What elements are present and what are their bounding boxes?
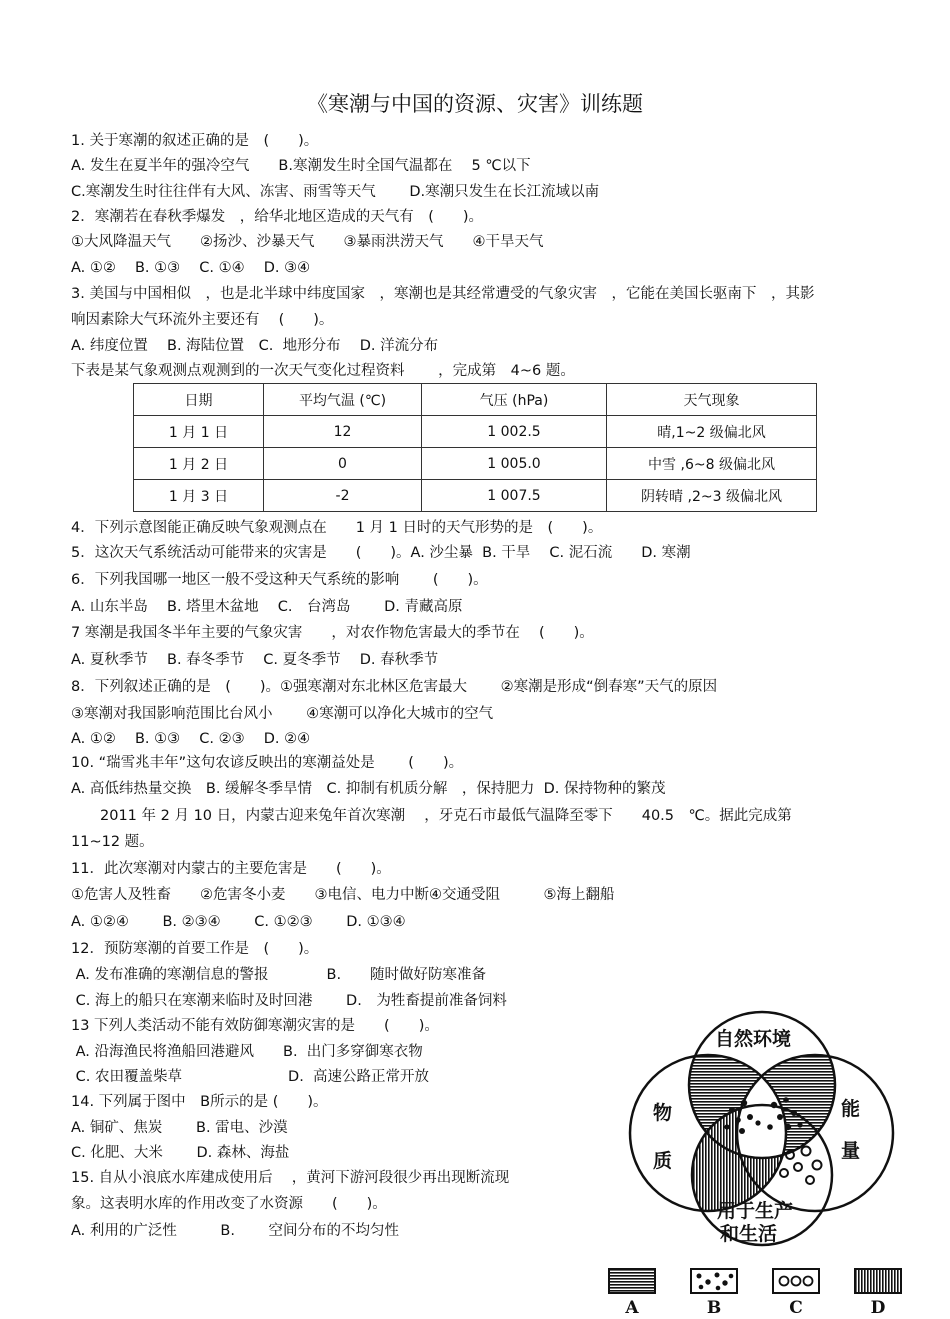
- question-line: 象。这表明水库的作用改变了水资源 ( )。: [71, 1196, 387, 1212]
- legend-label-b: B: [706, 1298, 722, 1316]
- question-line: 2．寒潮若在春秋季爆发 ，给华北地区造成的天气有 ( )。: [71, 209, 484, 225]
- question-line: ①危害人及牲畜 ②危害冬小麦 ③电信、电力中断④交通受阻 ⑤海上翻船: [71, 887, 615, 903]
- question-line: A. 高低纬热量交换 B. 缓解冬季旱情 C. 抑制有机质分解 ，保持肥力 D. 保持物种的繁茂: [71, 781, 666, 797]
- question-line: A. ①②④ B. ②③④ C. ①②③ D. ①③④: [71, 914, 406, 930]
- label-right2: 量: [841, 1140, 861, 1162]
- legend-swatch-b: [691, 1269, 737, 1293]
- question-line: 8．下列叙述正确的是 ( )。①强寒潮对东北林区危害最大 ②寒潮是形成“倒春寒”天气的原因: [71, 679, 718, 695]
- question-line: 14. 下列属于图中 B所示的是 ( )。: [71, 1094, 328, 1110]
- diagram-legend: [603, 1266, 903, 1316]
- table-cell: 晴,1~2 级偏北风: [607, 416, 817, 448]
- legend-swatch-d: [855, 1269, 901, 1293]
- question-line: A. 沿海渔民将渔船回港避风 B. 出门多穿御寒衣物: [71, 1044, 423, 1060]
- table-cell: 1 月 2 日: [134, 448, 264, 480]
- table-header: 日期: [134, 384, 264, 416]
- table-row: [134, 416, 817, 448]
- table-header: 气压 (hPa): [422, 384, 607, 416]
- question-line: A. 利用的广泛性 B. 空间分布的不均匀性: [71, 1223, 400, 1239]
- label-bottom1: 用于生产: [717, 1200, 794, 1222]
- question-line: 13 下列人类活动不能有效防御寒潮灾害的是 ( )。: [71, 1018, 439, 1034]
- table-header-row: [134, 384, 817, 416]
- page-title: 《寒潮与中国的资源、灾害》训练题: [307, 92, 643, 116]
- legend-swatch-c: [773, 1269, 819, 1293]
- question-line: A. 夏秋季节 B. 春冬季节 C. 夏冬季节 D. 春秋季节: [71, 652, 439, 668]
- question-line: 1. 关于寒潮的叙述正确的是 ( )。: [71, 133, 319, 149]
- question-line: C. 化肥、大米 D. 森林、海盐: [71, 1145, 290, 1161]
- label-right1: 能: [841, 1098, 861, 1120]
- question-line: ③寒潮对我国影响范围比台风小 ④寒潮可以净化大城市的空气: [71, 706, 494, 722]
- table-header: 天气现象: [607, 384, 817, 416]
- question-line: 12．预防寒潮的首要工作是 ( )。: [71, 941, 319, 957]
- question-line: C. 海上的船只在寒潮来临时及时回港 D. 为牲畜提前准备饲料: [71, 993, 507, 1009]
- legend-label-d: D: [870, 1298, 886, 1316]
- table-row: [134, 480, 817, 512]
- table-header: 平均气温 (℃): [264, 384, 422, 416]
- question-line: 2011 年 2 月 10 日，内蒙古迎来兔年首次寒潮 ，牙克石市最低气温降至零下 40.5 ℃。据此完成第: [71, 808, 792, 824]
- region-c-circles: [780, 1147, 822, 1185]
- venn-diagram: [612, 1005, 912, 1255]
- question-line: 4．下列示意图能正确反映气象观测点在 1 月 1 日时的天气形势的是 ( )。: [71, 520, 603, 536]
- question-line: 5．这次天气系统活动可能带来的灾害是 ( )。A. 沙尘暴 B. 干旱 C. 泥石流 D. 寒潮: [71, 545, 691, 561]
- question-line: 15. 自从小浪底水库建成使用后 ，黄河下游河段很少再出现断流现: [71, 1170, 510, 1186]
- table-cell: 1 月 1 日: [134, 416, 264, 448]
- question-line: 6．下列我国哪一地区一般不受这种天气系统的影响 ( )。: [71, 572, 488, 588]
- label-left1: 物: [653, 1102, 673, 1124]
- table-cell: -2: [264, 480, 422, 512]
- legend-swatch-a: [609, 1269, 655, 1293]
- question-line: 11~12 题。: [71, 834, 154, 850]
- question-line: A. 山东半岛 B. 塔里木盆地 C. 台湾岛 D. 青藏高原: [71, 599, 463, 615]
- question-line: 10. “瑞雪兆丰年”这句农谚反映出的寒潮益处是 ( )。: [71, 755, 464, 771]
- question-line: A. ①② B. ①③ C. ①④ D. ③④: [71, 260, 311, 276]
- table-cell: 0: [264, 448, 422, 480]
- question-line: A. ①② B. ①③ C. ②③ D. ②④: [71, 731, 311, 747]
- table-cell: 1 007.5: [422, 480, 607, 512]
- question-line: C.寒潮发生时往往伴有大风、冻害、雨雪等天气 D.寒潮只发生在长江流域以南: [71, 184, 600, 200]
- table-row: [134, 448, 817, 480]
- question-line: C. 农田覆盖柴草 D. 高速公路正常开放: [71, 1069, 430, 1085]
- table-cell: 12: [264, 416, 422, 448]
- label-top: 自然环境: [715, 1028, 792, 1050]
- question-line: 下表是某气象观测点观测到的一次天气变化过程资料 ，完成第 4~6 题。: [71, 363, 575, 379]
- table-cell: 1 002.5: [422, 416, 607, 448]
- table-cell: 1 005.0: [422, 448, 607, 480]
- legend-label-c: C: [789, 1298, 803, 1316]
- question-line: ①大风降温天气 ②扬沙、沙暴天气 ③暴雨洪涝天气 ④干旱天气: [71, 234, 544, 250]
- table-cell: 1 月 3 日: [134, 480, 264, 512]
- question-line: 3. 美国与中国相似 ，也是北半球中纬度国家 ，寒潮也是其经常遭受的气象灾害 ，它能在美国长驱南下 ，其影: [71, 286, 815, 302]
- table-cell: 中雪 ,6~8 级偏北风: [607, 448, 817, 480]
- label-bottom2: 和生活: [720, 1223, 778, 1245]
- question-line: A. 发生在夏半年的强冷空气 B.寒潮发生时全国气温都在 5 ℃以下: [71, 158, 531, 174]
- question-line: 11．此次寒潮对内蒙古的主要危害是 ( )。: [71, 861, 391, 877]
- question-line: 响因素除大气环流外主要还有 ( )。: [71, 312, 334, 328]
- question-line: A. 纬度位置 B. 海陆位置 C. 地形分布 D. 洋流分布: [71, 338, 439, 354]
- question-line: 7 寒潮是我国冬半年主要的气象灾害 ，对农作物危害最大的季节在 ( )。: [71, 625, 594, 641]
- legend-label-a: A: [625, 1298, 639, 1316]
- question-line: A. 铜矿、焦炭 B. 雷电、沙漠: [71, 1120, 288, 1136]
- table-cell: 阴转晴 ,2~3 级偏北风: [607, 480, 817, 512]
- label-left2: 质: [653, 1150, 673, 1172]
- weather-observation-table: [133, 383, 817, 512]
- question-line: A. 发布准确的寒潮信息的警报 B. 随时做好防寒准备: [71, 967, 487, 983]
